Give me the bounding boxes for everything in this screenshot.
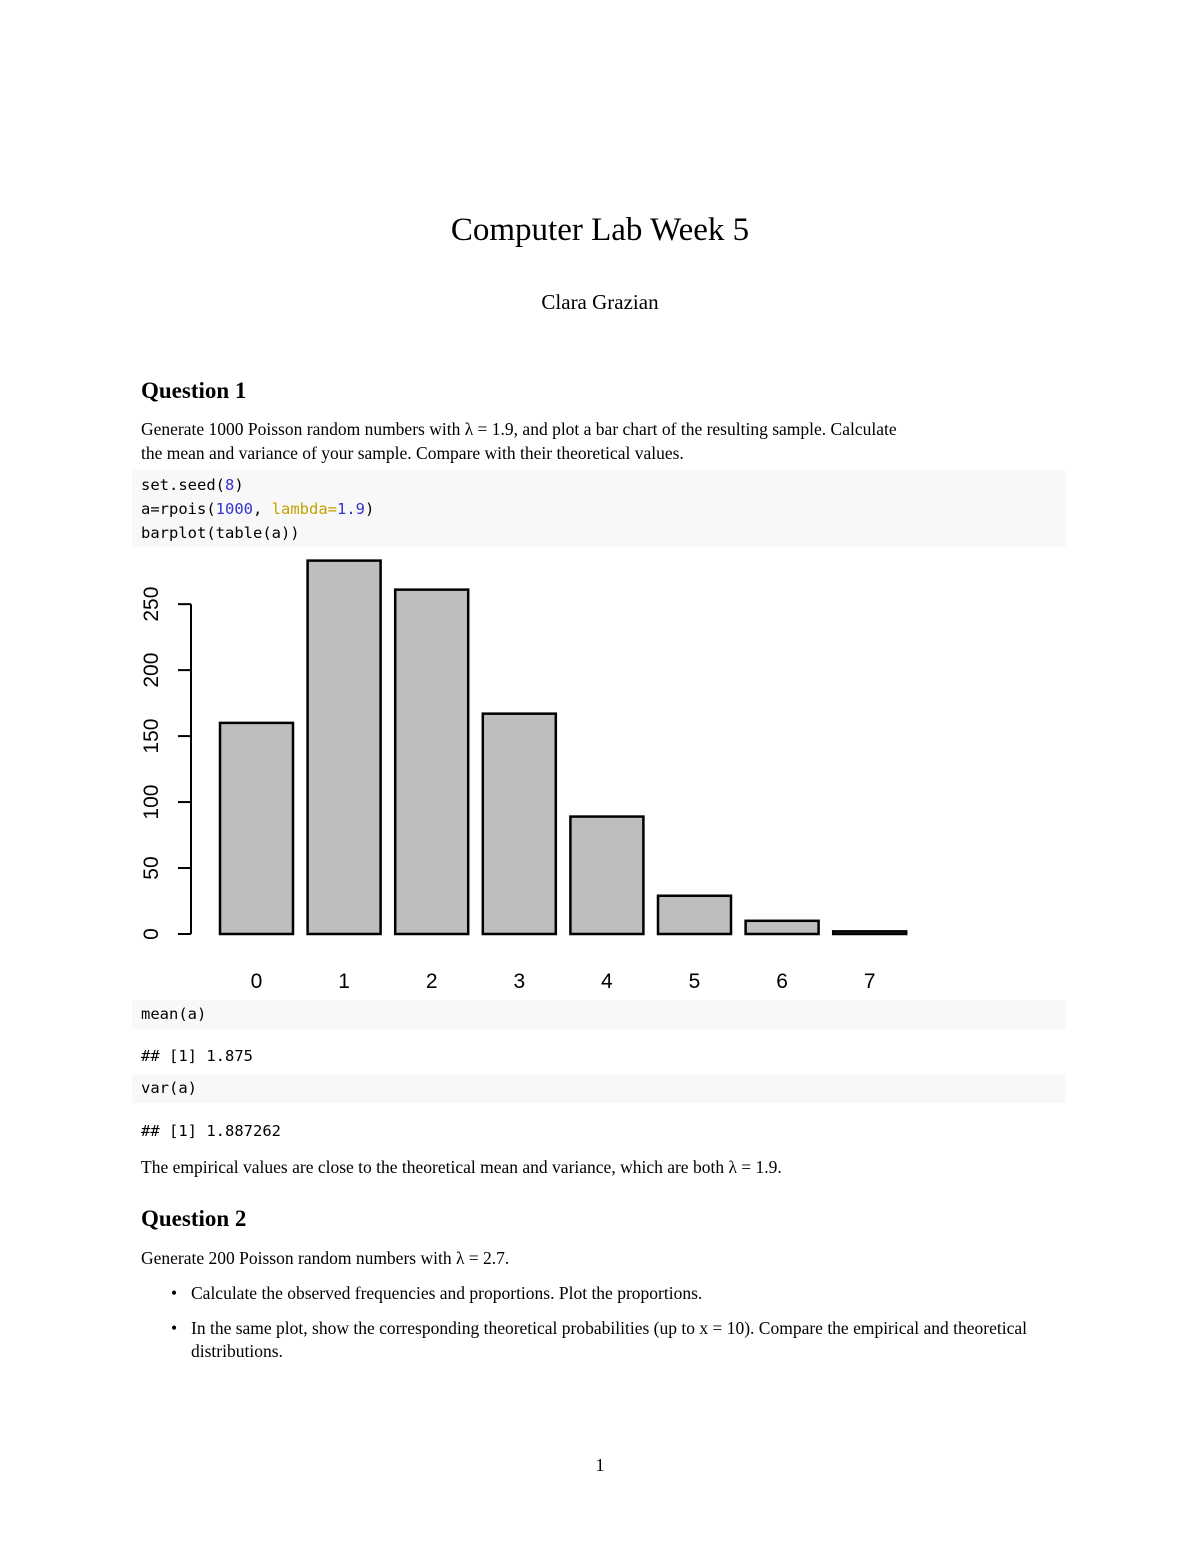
- chart-plot-area: [140, 561, 906, 993]
- code-line-2: [132, 497, 1066, 521]
- question-1-conclusion: The empirical values are close to the theoretical mean and variance, which are both λ = 1.9.: [141, 1157, 782, 1177]
- chart-bar: [220, 723, 293, 934]
- code-mean: mean(a): [141, 1005, 207, 1023]
- code-token: ): [364, 500, 375, 518]
- chart-bar: [395, 590, 468, 934]
- chart-y-tick-label: 0: [140, 928, 163, 940]
- chart-bar: [833, 931, 906, 934]
- question-2-heading: Question 2: [141, 1206, 247, 1231]
- question-2-text: Generate 200 Poisson random numbers with λ = 2.7.: [141, 1248, 510, 1268]
- bullet-text: Calculate the observed frequencies and proportions. Plot the proportions.: [191, 1283, 703, 1303]
- output-mean: ## [1] 1.875: [141, 1047, 253, 1065]
- code-number: 1.9: [336, 500, 365, 518]
- code-var: var(a): [141, 1079, 197, 1097]
- chart-x-tick-label: 6: [776, 970, 788, 993]
- chart-x-tick-label: 2: [425, 970, 438, 993]
- chart-bar: [746, 921, 819, 934]
- code-token: set.seed(: [141, 476, 225, 494]
- question-1-text-line-2: the mean and variance of your sample. Compare with their theoretical values.: [141, 443, 684, 463]
- code-number: 8: [225, 476, 235, 494]
- code-number: 1000: [215, 500, 253, 518]
- page-number: 1: [595, 1455, 605, 1475]
- bullet-glyph: •: [171, 1318, 178, 1338]
- document-title: Computer Lab Week 5: [450, 212, 750, 248]
- chart-bar: [570, 817, 643, 934]
- chart-x-tick-label: 4: [601, 970, 613, 993]
- chart-y-tick-label: 150: [140, 718, 163, 754]
- chart-x-tick-label: 0: [250, 970, 263, 993]
- code-token: a=rpois(: [141, 500, 216, 518]
- list-item: [165, 1317, 1063, 1363]
- bullet-text: In the same plot, show the corresponding theoretical probabilities (up to x = 10). Compare the empirical and theoretical distributions.: [191, 1318, 1028, 1361]
- code-block-var: [132, 1074, 1066, 1103]
- output-var: ## [1] 1.887262: [141, 1122, 281, 1140]
- question-1-text-line-1: Generate 1000 Poisson random numbers with λ = 1.9, and plot a bar chart of the resulting sample. Calculate: [141, 419, 897, 439]
- bullet-glyph: •: [171, 1283, 178, 1303]
- document-author: Clara Grazian: [541, 290, 659, 314]
- question-1-heading: Question 1: [141, 378, 247, 403]
- list-item: [165, 1282, 1063, 1305]
- chart-bar: [308, 561, 381, 934]
- code-block-mean: [132, 1000, 1066, 1029]
- chart-y-tick-label: 200: [140, 652, 163, 688]
- code-argument: lambda=: [271, 500, 337, 518]
- chart-x-tick-label: 3: [513, 970, 526, 993]
- code-block-q1: [132, 470, 1066, 547]
- barplot-chart: [0, 550, 1200, 1000]
- code-token: ): [234, 476, 244, 494]
- question-2-bullets: [165, 1282, 1063, 1375]
- chart-x-tick-label: 1: [338, 970, 350, 993]
- chart-y-tick-label: 250: [140, 586, 163, 622]
- chart-x-tick-label: 5: [688, 970, 701, 993]
- chart-bar: [483, 714, 556, 934]
- chart-y-tick-label: 50: [140, 856, 163, 880]
- code-line-1: [132, 470, 1066, 497]
- code-line-3: barplot(table(a)): [141, 524, 300, 542]
- chart-bar: [658, 896, 731, 934]
- code-token: ,: [252, 500, 272, 518]
- question-1-text: [141, 417, 1063, 465]
- chart-x-tick-label: 7: [863, 970, 876, 993]
- chart-y-tick-label: 100: [140, 784, 163, 820]
